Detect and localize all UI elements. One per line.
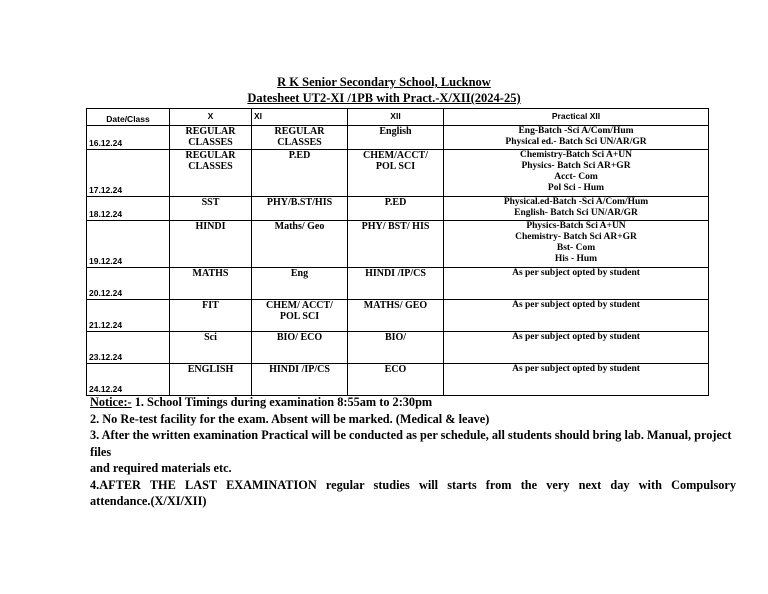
practical-cell: [444, 332, 709, 364]
class-x-cell-line: SST: [201, 197, 220, 208]
practical-cell: [444, 300, 709, 332]
class-xi-cell: [252, 126, 348, 150]
header-class-x: X: [170, 109, 252, 126]
date-cell: 16.12.24: [87, 126, 170, 150]
class-xi-cell: [252, 221, 348, 268]
practical-cell-line: As per subject opted by student: [512, 332, 640, 342]
notice-timings: 1. School Timings during examination 8:55am to 2:30pm: [131, 395, 433, 409]
table-row: [87, 300, 709, 332]
header-class-xii: XII: [348, 109, 444, 126]
practical-cell: [444, 126, 709, 150]
practical-cell-line: Eng-Batch -Sci A/Com/Hum: [518, 126, 634, 136]
class-xi-cell-line: CLASSES: [277, 137, 322, 149]
practical-cell: [444, 150, 709, 197]
class-xii-cell: [348, 332, 444, 364]
date-cell: 18.12.24: [87, 197, 170, 221]
notice-line-4a: 4.AFTER THE LAST EXAMINATION regular studies will starts from the very next day with Compulsory: [90, 477, 736, 492]
class-xii-cell: [348, 126, 444, 150]
class-x-cell-line: MATHS: [192, 268, 229, 279]
class-xi-cell: [252, 332, 348, 364]
table-row: [87, 126, 709, 150]
notice-line-2: 2. No Re-test facility for the exam. Absent will be marked. (Medical & leave): [90, 411, 490, 426]
datesheet-table: [86, 108, 709, 396]
date-cell: 17.12.24: [87, 150, 170, 197]
class-xii-cell: [348, 300, 444, 332]
class-xii-cell: [348, 364, 444, 396]
class-xi-cell-line: POL SCI: [279, 311, 320, 323]
table-row: [87, 332, 709, 364]
class-xii-cell-line: ECO: [384, 364, 407, 375]
class-xi-cell: [252, 268, 348, 300]
class-x-cell-line: CLASSES: [188, 161, 233, 173]
table-header-row: [87, 109, 709, 126]
class-xii-cell-line: CHEM/ACCT/: [363, 150, 428, 161]
class-xii-cell: [348, 268, 444, 300]
class-x-cell: [170, 364, 252, 396]
class-xi-cell-line: Maths/ Geo: [274, 221, 325, 232]
practical-cell-line: Physics- Batch Sci AR+GR: [521, 161, 631, 171]
class-xi-cell: [252, 300, 348, 332]
practical-cell-line: As per subject opted by student: [512, 364, 640, 374]
class-xi-cell: [252, 150, 348, 197]
practical-cell: [444, 197, 709, 221]
practical-cell-line: Physical ed.- Batch Sci UN/AR/GR: [505, 137, 647, 147]
class-xii-cell: [348, 197, 444, 221]
practical-cell-line: Physics-Batch Sci A+UN: [526, 221, 626, 231]
practical-cell-line: Chemistry-Batch Sci A+UN: [519, 150, 632, 160]
class-xii-cell-line: BIO/: [384, 332, 407, 343]
header-practical-xii: Practical XII: [444, 109, 709, 126]
notice-section: [90, 394, 736, 510]
practical-cell-line: Acct- Com: [554, 172, 598, 182]
class-xi-cell-line: HINDI /IP/CS: [269, 364, 330, 375]
notice-line-4b: attendance.(X/XI/XII): [90, 494, 207, 508]
practical-cell-line: As per subject opted by student: [512, 268, 640, 278]
practical-cell-line: English- Batch Sci UN/AR/GR: [514, 208, 638, 218]
date-cell: 23.12.24: [87, 332, 170, 364]
practical-cell-line: His - Hum: [554, 254, 598, 264]
practical-cell-line: Chemistry- Batch Sci AR+GR: [515, 232, 637, 242]
practical-cell: [444, 364, 709, 396]
table-row: [87, 197, 709, 221]
class-xii-cell-line: English: [379, 126, 412, 137]
class-x-cell: [170, 332, 252, 364]
class-xii-cell-line: HINDI /IP/CS: [365, 268, 426, 279]
class-xi-cell-line: REGULAR: [274, 126, 325, 137]
class-xii-cell-line: P.ED: [384, 197, 407, 208]
practical-cell-line: Pol Sci - Hum: [547, 183, 605, 193]
class-xi-cell-line: CHEM/ ACCT/: [266, 300, 333, 311]
header-date-class: Date/Class: [87, 109, 170, 126]
class-xii-cell: [348, 150, 444, 197]
date-cell: 19.12.24: [87, 221, 170, 268]
class-x-cell: [170, 126, 252, 150]
table-row: [87, 268, 709, 300]
practical-cell-line: Bst- Com: [556, 243, 596, 253]
notice-label: Notice:-: [90, 395, 132, 409]
date-cell: 20.12.24: [87, 268, 170, 300]
class-x-cell-line: FIT: [202, 300, 219, 311]
class-xi-cell-line: PHY/B.ST/HIS: [266, 197, 333, 208]
table-row: [87, 150, 709, 197]
date-cell: 24.12.24: [87, 364, 170, 396]
class-xii-cell-line: MATHS/ GEO: [363, 300, 428, 311]
class-xi-cell-line: BIO/ ECO: [276, 332, 323, 343]
notice-line-3a: 3. After the written examination Practical will be conducted as per schedule, all students should bring lab. Manual, project files: [90, 428, 732, 459]
class-x-cell: [170, 150, 252, 197]
class-xi-cell-line: P.ED: [288, 150, 311, 161]
class-xi-cell-line: Eng: [290, 268, 309, 279]
class-xii-cell-line: PHY/ BST/ HIS: [361, 221, 430, 232]
notice-line-1: [90, 394, 736, 411]
class-x-cell: [170, 268, 252, 300]
class-x-cell-line: Sci: [204, 332, 217, 343]
class-x-cell-line: REGULAR: [185, 126, 236, 137]
class-x-cell-line: REGULAR: [185, 150, 236, 161]
practical-cell: [444, 268, 709, 300]
class-xi-cell: [252, 364, 348, 396]
class-xii-cell-line: POL SCI: [375, 161, 416, 173]
class-x-cell: [170, 197, 252, 221]
class-x-cell: [170, 300, 252, 332]
practical-cell: [444, 221, 709, 268]
class-xii-cell: [348, 221, 444, 268]
class-x-cell-line: CLASSES: [188, 137, 233, 149]
table-row: [87, 364, 709, 396]
date-cell: 21.12.24: [87, 300, 170, 332]
datesheet-subtitle: Datesheet UT2-XI /1PB with Pract.-X/XII(2024-25): [247, 91, 521, 105]
school-title: R K Senior Secondary School, Lucknow: [277, 75, 491, 89]
practical-cell-line: Physical.ed-Batch -Sci A/Com/Hum: [503, 197, 649, 207]
class-x-cell-line: ENGLISH: [187, 364, 234, 375]
header-class-xi: XI: [252, 109, 348, 126]
class-x-cell-line: HINDI: [195, 221, 226, 232]
practical-cell-line: As per subject opted by student: [512, 300, 640, 310]
notice-line-3b: and required materials etc.: [90, 461, 232, 475]
class-x-cell: [170, 221, 252, 268]
class-xi-cell: [252, 197, 348, 221]
table-row: [87, 221, 709, 268]
